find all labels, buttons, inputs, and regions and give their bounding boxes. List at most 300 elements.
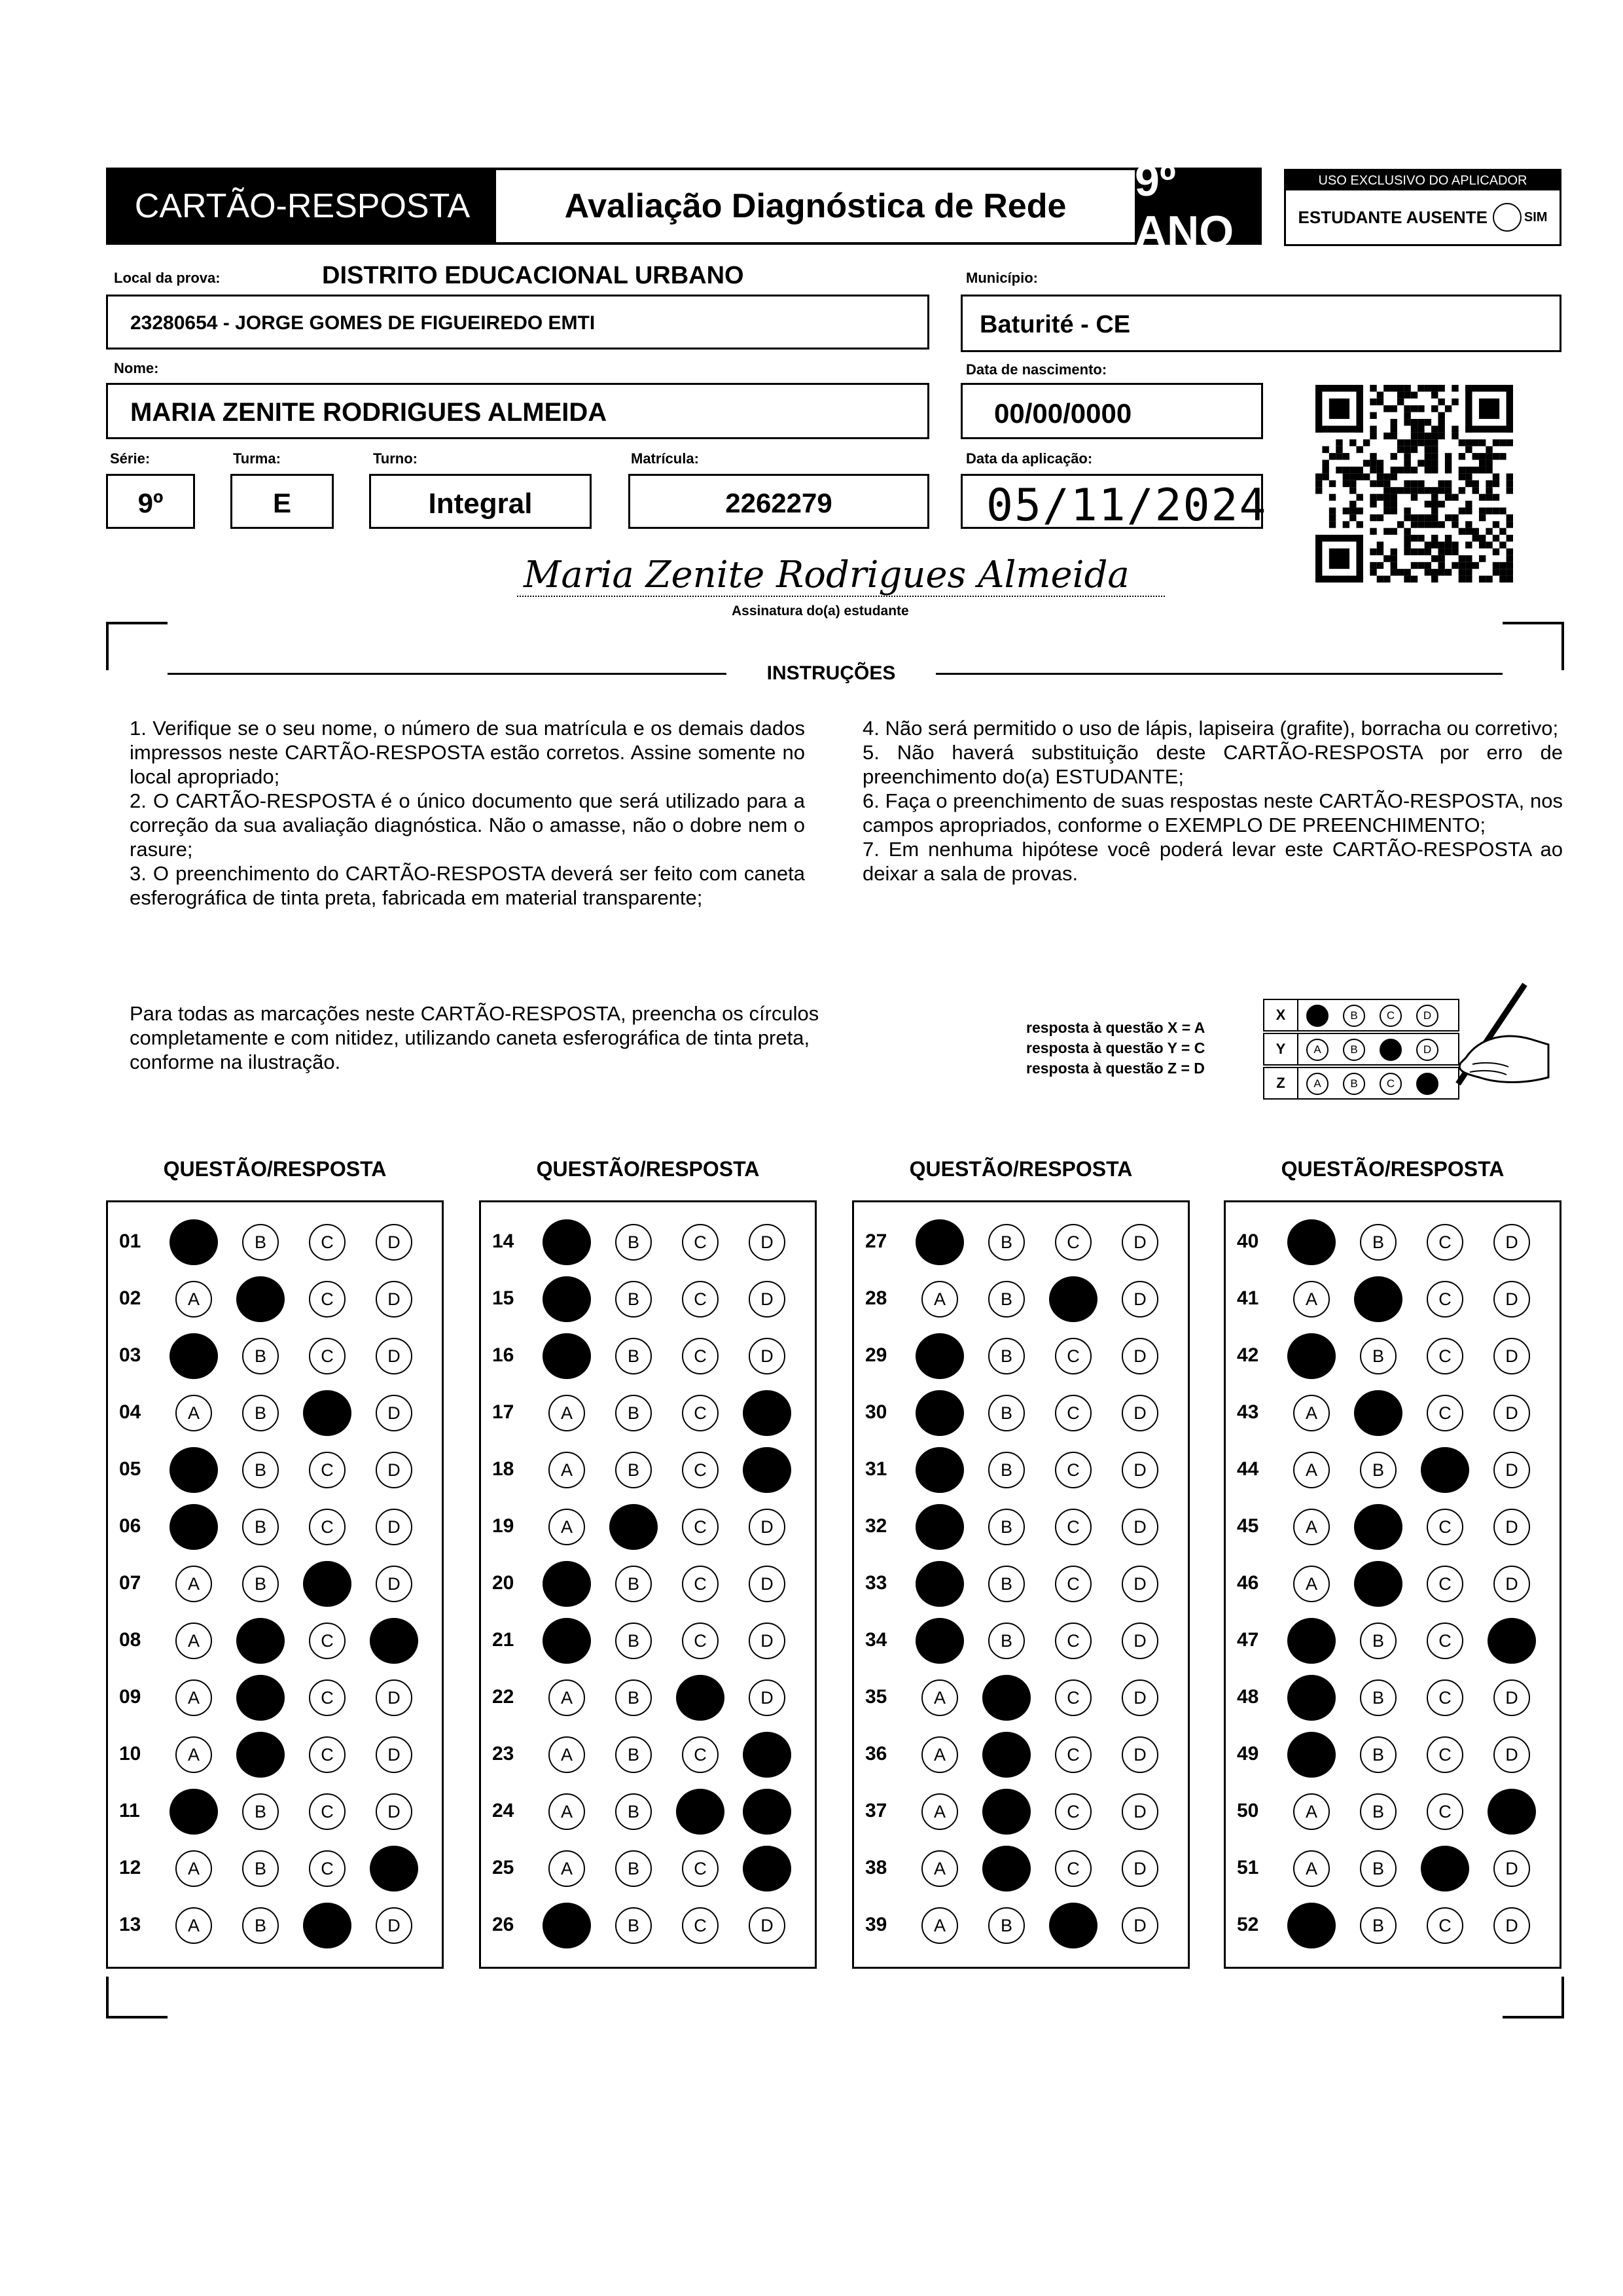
answer-bubble-d[interactable]: D xyxy=(1122,1338,1158,1374)
answer-bubble-d[interactable]: D xyxy=(1493,1509,1530,1545)
answer-bubble-d[interactable]: D xyxy=(1122,1736,1158,1773)
aplicacao-value: 05/11/2024 xyxy=(986,480,1268,531)
answer-bubble-b[interactable]: B xyxy=(615,1566,652,1602)
answer-bubble-b[interactable]: B xyxy=(236,1276,285,1322)
question-number: 20 xyxy=(492,1572,514,1594)
answer-bubble-b[interactable]: B xyxy=(1360,1338,1397,1374)
answer-bubble-b[interactable]: B xyxy=(988,1452,1025,1488)
question-number: 11 xyxy=(119,1800,140,1821)
question-number: 36 xyxy=(865,1743,887,1765)
answer-bubble-b[interactable]: B xyxy=(615,1452,652,1488)
answer-bubble-a[interactable]: A xyxy=(548,1395,585,1431)
answer-bubble-d[interactable]: D xyxy=(749,1566,785,1602)
answer-bubble-b[interactable]: B xyxy=(988,1907,1025,1944)
example-bubble-d: D xyxy=(1416,1073,1438,1095)
question-number: 37 xyxy=(865,1800,887,1821)
answer-bubble-d[interactable]: D xyxy=(376,1736,412,1773)
answer-bubble-a[interactable]: A xyxy=(916,1504,964,1550)
question-number: 50 xyxy=(1237,1800,1259,1821)
answer-bubble-d[interactable]: D xyxy=(743,1789,791,1835)
example-bubble-c: C xyxy=(1380,1005,1402,1027)
question-number: 04 xyxy=(119,1401,141,1423)
turno-label: Turno: xyxy=(373,450,418,467)
answer-bubble-a[interactable]: A xyxy=(916,1219,964,1265)
answer-bubble-a[interactable]: A xyxy=(175,1907,212,1944)
answer-bubble-a[interactable]: A xyxy=(548,1509,585,1545)
example-bubble-b: B xyxy=(1343,1039,1365,1061)
answer-bubble-b[interactable]: B xyxy=(982,1675,1031,1721)
answer-bubble-c[interactable]: C xyxy=(1421,1447,1469,1493)
answer-bubble-a[interactable]: A xyxy=(921,1907,958,1944)
card-label: CARTÃO-RESPOSTA xyxy=(109,170,496,242)
answer-bubble-c[interactable]: C xyxy=(1427,1338,1463,1374)
answer-bubble-c[interactable]: C xyxy=(1427,1224,1463,1261)
nasc-field xyxy=(961,383,1263,439)
answer-bubble-b[interactable]: B xyxy=(1360,1623,1397,1659)
answer-bubble-b[interactable]: B xyxy=(615,1395,652,1431)
answer-bubble-c[interactable]: C xyxy=(1055,1338,1092,1374)
question-number: 49 xyxy=(1237,1743,1259,1765)
answer-bubble-b[interactable]: B xyxy=(615,1736,652,1773)
question-number: 34 xyxy=(865,1629,887,1651)
question-number: 16 xyxy=(492,1344,514,1366)
answer-bubble-a[interactable]: A xyxy=(1293,1452,1330,1488)
instruction-item: 4. Não será permitido o uso de lápis, lapiseira (grafite), borracha ou corretivo; xyxy=(863,717,1559,740)
answer-bubble-d[interactable]: D xyxy=(749,1509,785,1545)
answer-bubble-a[interactable]: A xyxy=(543,1561,591,1607)
answer-bubble-d[interactable]: D xyxy=(1493,1395,1530,1431)
answer-bubble-c[interactable]: C xyxy=(1427,1281,1463,1318)
question-number: 27 xyxy=(865,1230,887,1252)
corner-mark-top-left xyxy=(106,622,168,670)
answer-bubble-a[interactable]: A xyxy=(175,1395,212,1431)
answer-bubble-a[interactable]: A xyxy=(921,1679,958,1716)
answer-bubble-a[interactable]: A xyxy=(175,1679,212,1716)
answer-bubble-d[interactable]: D xyxy=(376,1907,412,1944)
answer-bubble-d[interactable]: D xyxy=(376,1679,412,1716)
answer-bubble-c[interactable]: C xyxy=(309,1679,346,1716)
answer-bubble-b[interactable]: B xyxy=(1360,1793,1397,1830)
answer-bubble-a[interactable]: A xyxy=(175,1850,212,1887)
question-number: 23 xyxy=(492,1743,514,1765)
turma-field xyxy=(230,474,334,529)
nome-value: MARIA ZENITE RODRIGUES ALMEIDA xyxy=(130,398,607,427)
nasc-label: Data de nascimento: xyxy=(966,361,1107,378)
qr-code-icon xyxy=(1315,385,1513,583)
answer-bubble-c[interactable]: C xyxy=(309,1736,346,1773)
signature-line xyxy=(517,554,1165,597)
absent-checkbox[interactable] xyxy=(1493,203,1522,232)
answer-bubble-a[interactable]: A xyxy=(921,1281,958,1318)
answer-bubble-b[interactable]: B xyxy=(1354,1390,1402,1436)
answer-bubble-d[interactable]: D xyxy=(743,1846,791,1892)
answer-bubble-c[interactable]: C xyxy=(682,1281,719,1318)
matricula-field xyxy=(628,474,929,529)
nome-field xyxy=(106,383,929,439)
question-number: 01 xyxy=(119,1230,141,1252)
answer-bubble-c[interactable]: C xyxy=(1049,1903,1097,1948)
instructions-title: INSTRUÇÕES xyxy=(726,662,936,685)
question-number: 05 xyxy=(119,1458,141,1480)
answer-bubble-c[interactable]: C xyxy=(309,1509,346,1545)
answer-bubble-d[interactable]: D xyxy=(749,1907,785,1944)
question-number: 17 xyxy=(492,1401,514,1423)
answer-bubble-c[interactable]: C xyxy=(1427,1623,1463,1659)
answer-bubble-b[interactable]: B xyxy=(242,1509,279,1545)
question-number: 51 xyxy=(1237,1857,1259,1878)
answer-bubble-a[interactable]: A xyxy=(916,1618,964,1664)
answer-bubble-c[interactable]: C xyxy=(682,1452,719,1488)
answer-bubble-b[interactable]: B xyxy=(1354,1276,1402,1322)
answer-bubble-d[interactable]: D xyxy=(1122,1907,1158,1944)
local-label: Local da prova: xyxy=(114,270,221,286)
applicator-box xyxy=(1284,169,1561,246)
answer-bubble-b[interactable]: B xyxy=(615,1793,652,1830)
answer-bubble-c[interactable]: C xyxy=(682,1224,719,1261)
aplicacao-field xyxy=(961,474,1268,531)
answer-bubble-d[interactable]: D xyxy=(370,1846,418,1892)
answer-bubble-b[interactable]: B xyxy=(615,1850,652,1887)
answer-bubble-a[interactable]: A xyxy=(169,1447,218,1493)
question-number: 03 xyxy=(119,1344,141,1366)
answer-bubble-a[interactable]: A xyxy=(169,1333,218,1379)
answer-bubble-d[interactable]: D xyxy=(376,1338,412,1374)
answer-bubble-b[interactable]: B xyxy=(1360,1679,1397,1716)
answer-bubble-c[interactable]: C xyxy=(682,1623,719,1659)
answer-bubble-b[interactable]: B xyxy=(242,1338,279,1374)
answer-bubble-d[interactable]: D xyxy=(1122,1679,1158,1716)
answer-bubble-b[interactable]: B xyxy=(1360,1736,1397,1773)
question-number: 31 xyxy=(865,1458,887,1480)
question-number: 38 xyxy=(865,1857,887,1878)
answer-bubble-c[interactable]: C xyxy=(309,1338,346,1374)
answer-bubble-b[interactable]: B xyxy=(615,1281,652,1318)
school-value: 23280654 - JORGE GOMES DE FIGUEIREDO EMTI xyxy=(130,312,596,334)
answer-bubble-d[interactable]: D xyxy=(749,1623,785,1659)
answer-bubble-c[interactable]: C xyxy=(309,1224,346,1261)
answer-bubble-c[interactable]: C xyxy=(1427,1907,1463,1944)
answer-bubble-a[interactable]: A xyxy=(548,1850,585,1887)
answer-bubble-b[interactable]: B xyxy=(242,1395,279,1431)
question-number: 30 xyxy=(865,1401,887,1423)
example-legend-line: resposta à questão Y = C xyxy=(1026,1039,1205,1056)
serie-value: 9º xyxy=(137,488,164,518)
question-number: 42 xyxy=(1237,1344,1259,1366)
answer-bubble-a[interactable]: A xyxy=(921,1736,958,1773)
answer-bubble-b[interactable]: B xyxy=(982,1846,1031,1892)
answer-bubble-a[interactable]: A xyxy=(543,1903,591,1948)
answer-bubble-b[interactable]: B xyxy=(609,1504,658,1550)
instruction-item: 5. Não haverá substituição deste CARTÃO-RESPOSTA por erro de preenchimento do(a) ESTUDANTE; xyxy=(863,741,1563,788)
answer-bubble-c[interactable]: C xyxy=(1055,1850,1092,1887)
nome-label: Nome: xyxy=(114,360,159,376)
answer-bubble-d[interactable]: D xyxy=(376,1566,412,1602)
answer-bubble-a[interactable]: A xyxy=(1287,1903,1336,1948)
question-number: 39 xyxy=(865,1914,887,1935)
answer-bubble-c[interactable]: C xyxy=(682,1566,719,1602)
answer-bubble-d[interactable]: D xyxy=(1122,1509,1158,1545)
answer-bubble-b[interactable]: B xyxy=(242,1566,279,1602)
answer-bubble-b[interactable]: B xyxy=(988,1395,1025,1431)
question-number: 21 xyxy=(492,1629,514,1651)
answer-bubble-d[interactable]: D xyxy=(1493,1281,1530,1318)
answer-bubble-a[interactable]: A xyxy=(1293,1566,1330,1602)
answer-bubble-d[interactable]: D xyxy=(376,1793,412,1830)
answer-bubble-b[interactable]: B xyxy=(236,1675,285,1721)
answer-bubble-d[interactable]: D xyxy=(1493,1736,1530,1773)
instruction-item: 2. O CARTÃO-RESPOSTA é o único documento que será utilizado para a correção da sua avaliação diagnóstica. Não o amasse, não o dobre nem o rasure; xyxy=(130,789,805,861)
question-number: 45 xyxy=(1237,1515,1259,1537)
answer-bubble-a[interactable]: A xyxy=(175,1281,212,1318)
municipio-field xyxy=(961,295,1561,352)
answer-bubble-a[interactable]: A xyxy=(921,1793,958,1830)
answer-bubble-d[interactable]: D xyxy=(1122,1281,1158,1318)
answer-bubble-d[interactable]: D xyxy=(743,1732,791,1778)
answer-bubble-b[interactable]: B xyxy=(982,1789,1031,1835)
exam-title: Avaliação Diagnóstica de Rede xyxy=(496,170,1135,242)
answer-bubble-d[interactable]: D xyxy=(376,1509,412,1545)
example-bubble-d: D xyxy=(1416,1039,1438,1061)
example-bubble-a: A xyxy=(1306,1005,1329,1027)
answer-bubble-b[interactable]: B xyxy=(615,1679,652,1716)
answer-bubble-c[interactable]: C xyxy=(309,1623,346,1659)
answer-bubble-d[interactable]: D xyxy=(749,1679,785,1716)
column-header: QUESTÃO/RESPOSTA xyxy=(163,1157,387,1181)
answer-bubble-b[interactable]: B xyxy=(615,1907,652,1944)
answer-bubble-d[interactable]: D xyxy=(1122,1452,1158,1488)
answer-bubble-c[interactable]: C xyxy=(1427,1793,1463,1830)
answer-bubble-b[interactable]: B xyxy=(1360,1907,1397,1944)
answer-bubble-c[interactable]: C xyxy=(309,1452,346,1488)
question-number: 13 xyxy=(119,1914,141,1935)
answer-bubble-a[interactable]: A xyxy=(548,1793,585,1830)
matricula-label: Matrícula: xyxy=(631,450,699,467)
answer-bubble-c[interactable]: C xyxy=(1427,1395,1463,1431)
answer-bubble-d[interactable]: D xyxy=(1122,1224,1158,1261)
answer-bubble-b[interactable]: B xyxy=(1360,1452,1397,1488)
question-number: 32 xyxy=(865,1515,887,1537)
question-number: 43 xyxy=(1237,1401,1259,1423)
answer-bubble-d[interactable]: D xyxy=(1488,1618,1536,1664)
question-number: 40 xyxy=(1237,1230,1259,1252)
answer-bubble-d[interactable]: D xyxy=(370,1618,418,1664)
answer-bubble-b[interactable]: B xyxy=(615,1224,652,1261)
answer-bubble-a[interactable]: A xyxy=(921,1850,958,1887)
signature-label: Assinatura do(a) estudante xyxy=(732,603,909,619)
answer-bubble-b[interactable]: B xyxy=(988,1224,1025,1261)
answer-bubble-d[interactable]: D xyxy=(749,1338,785,1374)
absent-row xyxy=(1286,190,1560,244)
answer-bubble-d[interactable]: D xyxy=(1122,1395,1158,1431)
answer-bubble-a[interactable]: A xyxy=(543,1276,591,1322)
answer-bubble-b[interactable]: B xyxy=(242,1224,279,1261)
answer-bubble-a[interactable]: A xyxy=(1287,1732,1336,1778)
answer-bubble-a[interactable]: A xyxy=(1287,1675,1336,1721)
answer-bubble-d[interactable]: D xyxy=(749,1281,785,1318)
answer-bubble-a[interactable]: A xyxy=(1293,1395,1330,1431)
question-number: 33 xyxy=(865,1572,887,1594)
answer-bubble-d[interactable]: D xyxy=(1493,1452,1530,1488)
example-key: Y xyxy=(1264,1034,1298,1064)
answer-bubble-d[interactable]: D xyxy=(1493,1338,1530,1374)
answer-bubble-c[interactable]: C xyxy=(676,1675,724,1721)
answer-bubble-b[interactable]: B xyxy=(236,1618,285,1664)
answer-bubble-a[interactable]: A xyxy=(543,1333,591,1379)
answer-bubble-d[interactable]: D xyxy=(376,1224,412,1261)
applicator-label: USO EXCLUSIVO DO APLICADOR xyxy=(1286,171,1560,190)
answer-bubble-b[interactable]: B xyxy=(1360,1850,1397,1887)
question-number: 28 xyxy=(865,1287,887,1309)
example-bubble-b: B xyxy=(1343,1073,1365,1095)
answer-bubble-b[interactable]: B xyxy=(615,1338,652,1374)
answer-bubble-c[interactable]: C xyxy=(1427,1566,1463,1602)
turno-field xyxy=(369,474,592,529)
answer-bubble-c[interactable]: C xyxy=(1055,1623,1092,1659)
answer-bubble-c[interactable]: C xyxy=(1049,1276,1097,1322)
answer-bubble-d[interactable]: D xyxy=(1493,1224,1530,1261)
corner-mark-bottom-left xyxy=(106,1977,168,2018)
instruction-item: 6. Faça o preenchimento de suas respostas neste CARTÃO-RESPOSTA, nos campos apropriados, conforme o EXEMPLO DE PREENCHIMENTO; xyxy=(863,789,1563,836)
answer-bubble-d[interactable]: D xyxy=(743,1390,791,1436)
answer-bubble-d[interactable]: D xyxy=(1493,1850,1530,1887)
turma-label: Turma: xyxy=(233,450,281,467)
answer-bubble-b[interactable]: B xyxy=(1354,1561,1402,1607)
answer-bubble-a[interactable]: A xyxy=(175,1736,212,1773)
answer-bubble-a[interactable]: A xyxy=(543,1219,591,1265)
question-number: 12 xyxy=(119,1857,141,1878)
answer-bubble-d[interactable]: D xyxy=(1122,1793,1158,1830)
example-legend xyxy=(1026,1018,1242,1079)
answer-bubble-a[interactable]: A xyxy=(548,1679,585,1716)
answer-bubble-b[interactable]: B xyxy=(615,1623,652,1659)
answer-bubble-d[interactable]: D xyxy=(1493,1566,1530,1602)
answer-bubble-d[interactable]: D xyxy=(1122,1566,1158,1602)
answer-bubble-c[interactable]: C xyxy=(682,1736,719,1773)
answer-bubble-d[interactable]: D xyxy=(1493,1679,1530,1716)
question-number: 07 xyxy=(119,1572,141,1594)
answer-bubble-c[interactable]: C xyxy=(309,1793,346,1830)
answer-bubble-a[interactable]: A xyxy=(169,1504,218,1550)
example-bubble-a: A xyxy=(1306,1073,1329,1095)
answer-bubble-b[interactable]: B xyxy=(988,1338,1025,1374)
school-field xyxy=(106,295,929,350)
answer-bubble-a[interactable]: A xyxy=(543,1618,591,1664)
answer-bubble-c[interactable]: C xyxy=(1055,1793,1092,1830)
answer-bubble-b[interactable]: B xyxy=(982,1732,1031,1778)
answer-bubble-c[interactable]: C xyxy=(682,1395,719,1431)
answer-bubble-b[interactable]: B xyxy=(1354,1504,1402,1550)
answer-bubble-c[interactable]: C xyxy=(309,1850,346,1887)
answer-bubble-a[interactable]: A xyxy=(1287,1333,1336,1379)
answer-bubble-b[interactable]: B xyxy=(242,1850,279,1887)
instructions-left xyxy=(130,716,805,910)
corner-mark-bottom-right xyxy=(1503,1977,1564,2018)
answer-bubble-a[interactable]: A xyxy=(916,1561,964,1607)
question-number: 22 xyxy=(492,1686,514,1708)
answer-bubble-c[interactable]: C xyxy=(682,1509,719,1545)
answer-bubble-a[interactable]: A xyxy=(916,1447,964,1493)
answer-bubble-d[interactable]: D xyxy=(1122,1850,1158,1887)
answer-bubble-c[interactable]: C xyxy=(682,1338,719,1374)
answer-bubble-c[interactable]: C xyxy=(309,1281,346,1318)
answer-bubble-d[interactable]: D xyxy=(376,1452,412,1488)
column-header: QUESTÃO/RESPOSTA xyxy=(1281,1157,1505,1181)
answer-bubble-c[interactable]: C xyxy=(1427,1509,1463,1545)
answer-bubble-d[interactable]: D xyxy=(1122,1623,1158,1659)
answer-bubble-b[interactable]: B xyxy=(988,1281,1025,1318)
answer-bubble-b[interactable]: B xyxy=(236,1732,285,1778)
answer-bubble-c[interactable]: C xyxy=(1055,1452,1092,1488)
answer-bubble-c[interactable]: C xyxy=(1055,1395,1092,1431)
answer-bubble-d[interactable]: D xyxy=(1493,1907,1530,1944)
answer-bubble-a[interactable]: A xyxy=(169,1789,218,1835)
answer-bubble-a[interactable]: A xyxy=(916,1333,964,1379)
answer-bubble-d[interactable]: D xyxy=(743,1447,791,1493)
absent-label: ESTUDANTE AUSENTE xyxy=(1298,207,1488,227)
question-number: 19 xyxy=(492,1515,514,1537)
answer-bubble-b[interactable]: B xyxy=(988,1623,1025,1659)
answer-bubble-a[interactable]: A xyxy=(175,1566,212,1602)
answer-bubble-b[interactable]: B xyxy=(988,1566,1025,1602)
answer-bubble-c[interactable]: C xyxy=(1427,1736,1463,1773)
answer-bubble-a[interactable]: A xyxy=(1293,1793,1330,1830)
example-key: Z xyxy=(1264,1068,1298,1098)
answer-bubble-a[interactable]: A xyxy=(1287,1219,1336,1265)
example-legend-line: resposta à questão Z = D xyxy=(1026,1060,1205,1077)
question-number: 52 xyxy=(1237,1914,1259,1935)
answer-bubble-a[interactable]: A xyxy=(1293,1850,1330,1887)
matricula-value: 2262279 xyxy=(725,488,832,518)
answer-bubble-c[interactable]: C xyxy=(303,1390,351,1436)
answer-bubble-c[interactable]: C xyxy=(682,1907,719,1944)
question-number: 02 xyxy=(119,1287,141,1309)
answer-bubble-b[interactable]: B xyxy=(988,1509,1025,1545)
answer-bubble-b[interactable]: B xyxy=(242,1452,279,1488)
answer-bubble-c[interactable]: C xyxy=(682,1850,719,1887)
nasc-value: 00/00/0000 xyxy=(994,398,1132,429)
answer-bubble-b[interactable]: B xyxy=(1360,1224,1397,1261)
answer-bubble-a[interactable]: A xyxy=(548,1736,585,1773)
answer-bubble-d[interactable]: D xyxy=(376,1395,412,1431)
answer-bubble-c[interactable]: C xyxy=(1427,1679,1463,1716)
answer-bubble-c[interactable]: C xyxy=(1055,1679,1092,1716)
answer-bubble-a[interactable]: A xyxy=(175,1623,212,1659)
example-bubble-b: B xyxy=(1343,1005,1365,1027)
answer-bubble-b[interactable]: B xyxy=(242,1907,279,1944)
answer-bubble-c[interactable]: C xyxy=(1055,1736,1092,1773)
answer-bubble-a[interactable]: A xyxy=(1293,1509,1330,1545)
answer-bubble-c[interactable]: C xyxy=(1421,1846,1469,1892)
answer-bubble-d[interactable]: D xyxy=(376,1281,412,1318)
answer-bubble-c[interactable]: C xyxy=(676,1789,724,1835)
answer-bubble-c[interactable]: C xyxy=(1055,1509,1092,1545)
answer-bubble-a[interactable]: A xyxy=(916,1390,964,1436)
answer-bubble-b[interactable]: B xyxy=(242,1793,279,1830)
hand-with-pen-icon xyxy=(1427,979,1551,1103)
answer-bubble-a[interactable]: A xyxy=(1293,1281,1330,1318)
answer-bubble-d[interactable]: D xyxy=(1488,1789,1536,1835)
answer-bubble-d[interactable]: D xyxy=(749,1224,785,1261)
question-number: 26 xyxy=(492,1914,514,1935)
answer-bubble-c[interactable]: C xyxy=(1055,1566,1092,1602)
answer-bubble-c[interactable]: C xyxy=(303,1561,351,1607)
answer-bubble-c[interactable]: C xyxy=(303,1903,351,1948)
answer-bubble-a[interactable]: A xyxy=(548,1452,585,1488)
answer-bubble-a[interactable]: A xyxy=(169,1219,218,1265)
answer-bubble-c[interactable]: C xyxy=(1055,1224,1092,1261)
answer-bubble-a[interactable]: A xyxy=(1287,1618,1336,1664)
question-number: 44 xyxy=(1237,1458,1259,1480)
